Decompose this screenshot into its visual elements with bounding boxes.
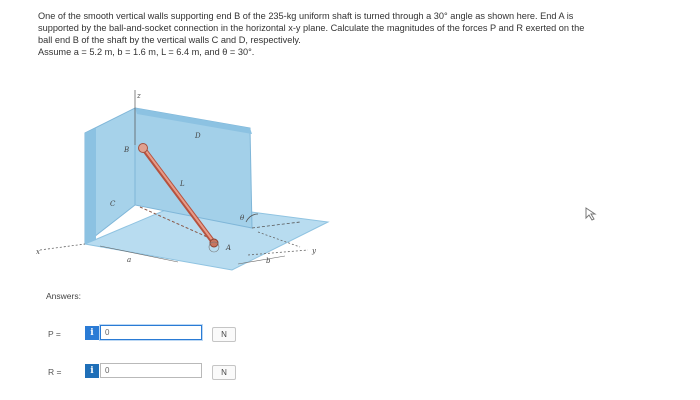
- info-icon[interactable]: i: [85, 364, 99, 378]
- label-a-dim: a: [127, 256, 132, 264]
- label-theta: θ: [240, 214, 245, 222]
- problem-line: One of the smooth vertical walls supporting end B of the 235-kg uniform shaft is turned through a 30° angle as shown here. End A is: [38, 11, 574, 21]
- label-l: L: [180, 180, 185, 188]
- r-answer-input[interactable]: [100, 363, 202, 378]
- p-label: P =: [48, 329, 61, 339]
- problem-line: Assume a = 5.2 m, b = 1.6 m, L = 6.4 m, and θ = 30°.: [38, 47, 255, 57]
- label-c: C: [110, 200, 116, 208]
- label-b-dim: b: [266, 257, 271, 265]
- label-x: x: [36, 248, 40, 256]
- p-answer-input[interactable]: [100, 325, 202, 340]
- r-unit-label: N: [212, 365, 236, 380]
- info-icon[interactable]: i: [85, 326, 99, 340]
- problem-line: ball end B of the shaft by the vertical walls C and D, respectively.: [38, 35, 301, 45]
- problem-line: supported by the ball-and-socket connection in the horizontal x-y plane. Calculate the magnitudes of the forces P and R exerted on the: [38, 23, 585, 33]
- ball-end-b: [139, 144, 148, 153]
- label-b-point: B: [124, 146, 130, 154]
- p-unit-label: N: [212, 327, 236, 342]
- answer-row-p: [0, 324, 700, 346]
- mouse-pointer-icon: [585, 207, 597, 221]
- wall-c-edge: [85, 128, 96, 244]
- answers-header: Answers:: [46, 291, 81, 301]
- label-d: D: [195, 132, 201, 140]
- r-label: R =: [48, 367, 62, 377]
- label-z: z: [137, 92, 141, 100]
- x-axis: [40, 244, 85, 250]
- label-a-point: A: [226, 244, 232, 252]
- answer-row-r: [0, 362, 700, 384]
- label-y: y: [312, 247, 316, 255]
